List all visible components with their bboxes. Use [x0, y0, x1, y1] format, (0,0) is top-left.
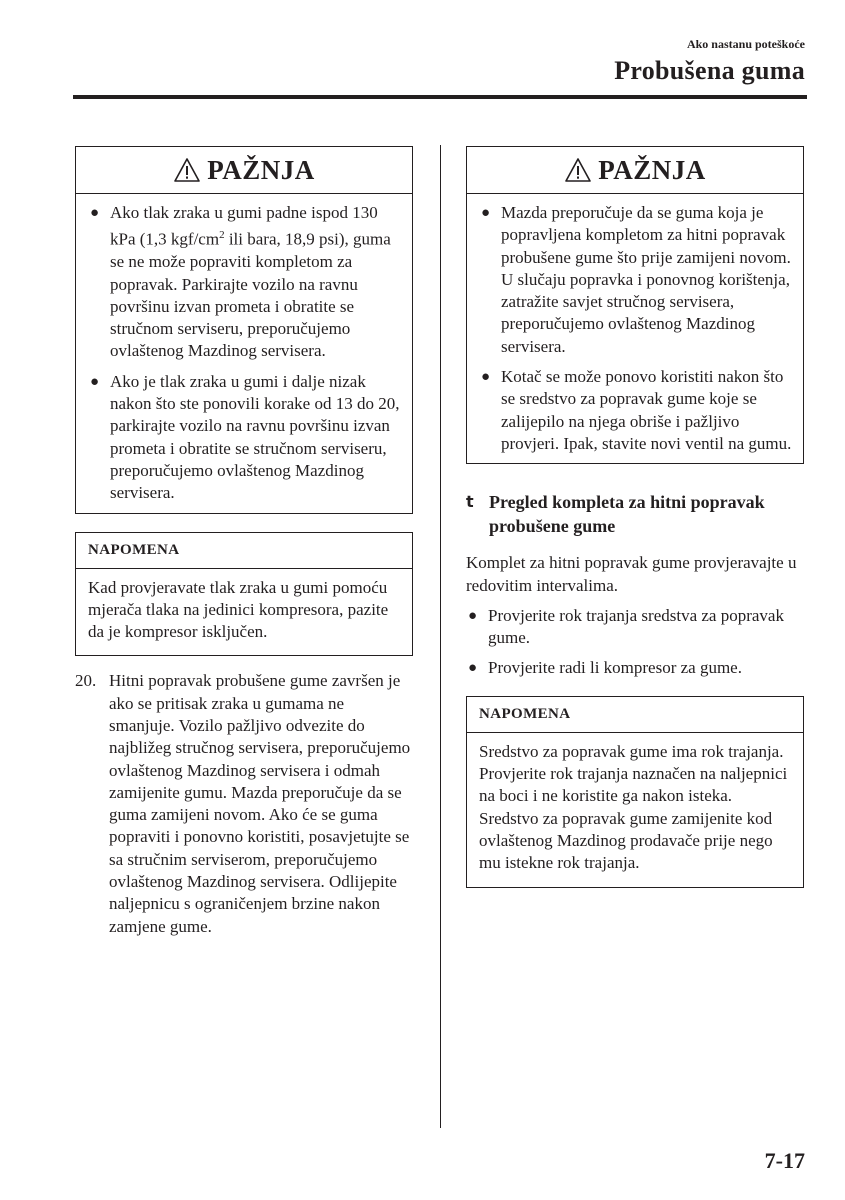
chapter-label: Ako nastanu poteškoće: [686, 37, 805, 51]
column-divider: [440, 145, 441, 1128]
bullet-text: Provjerite rok trajanja sredstva za popravak gume.: [488, 605, 784, 648]
note-box-right: [466, 696, 804, 888]
bullet-dot-icon: ●: [468, 660, 478, 677]
warning-title: PAŽNJA: [598, 154, 706, 185]
note-header: NAPOMENA: [467, 697, 803, 733]
bullet-text: Kotač se može ponovo koristiti nakon što se sredstvo za popravak gume koje se zalijepilo na njega obriše i pažljivo provjeri. Ipak, stavite novi ventil na gumu.: [501, 367, 792, 453]
bullet-dot-icon: ●: [481, 205, 491, 221]
section-bullets: [466, 605, 804, 680]
page-number: 7-17: [764, 1148, 805, 1173]
bullet-text: Ako je tlak zraka u gumi i dalje nizak nakon što ste ponovili korake od 13 do 20, parkirajte vozilo na ravnu površinu izvan prometa i obratite se stručnom serviseru, preporučujemo ovlaštenog Mazdinog servisera.: [110, 371, 400, 503]
warning-header: [76, 147, 412, 194]
warning-box-left: [75, 146, 413, 514]
list-item: [86, 371, 402, 505]
section-marker-icon: t: [466, 492, 474, 512]
bullet-text: Mazda preporučuje da se guma koja je popravljena kompletom za hitni popravak probušene gume što prije zamijeni novom. U slučaju popravka i ponovnog korištenja, zatražite savjet stručnog servisera, preporučujemo ovlaštenog Mazdinog servisera.: [501, 203, 791, 356]
list-item: [477, 202, 793, 358]
section-heading: [466, 490, 804, 538]
bullet-dot-icon: ●: [468, 607, 478, 624]
list-item: [466, 657, 804, 679]
list-item: [477, 366, 793, 455]
list-item: [86, 202, 402, 363]
warning-triangle-icon: [564, 157, 592, 183]
step-20: [75, 670, 413, 938]
superscript: 2: [219, 229, 225, 242]
bullet-text-cont: ili bara, 18,9 psi), guma se ne može popraviti kompletom za popravak. Parkirajte vozilo na ravnu površinu izvan prometa i obratite se stručnom serviseru, preporučujemo ovlaštenog Mazdinog servisera.: [110, 229, 391, 361]
note-body: Kad provjeravate tlak zraka u gumi pomoću mjerača tlaka na jedinici kompresora, pazite da je kompresor isključen.: [88, 577, 389, 642]
bullet-text: Provjerite radi li kompresor za gume.: [488, 658, 742, 678]
bullet-text: Ako tlak zraka u gumi padne ispod 130 kPa (1,3 kgf/cm: [110, 203, 378, 249]
warning-triangle-icon: [173, 157, 201, 183]
step-number: 20.: [75, 671, 97, 691]
section-intro: Komplet za hitni popravak gume provjeravajte u redovitim intervalima.: [466, 553, 797, 595]
bullet-dot-icon: ●: [481, 369, 491, 386]
note-body: Sredstvo za popravak gume ima rok trajanja. Provjerite rok trajanja naznačen na naljepnici na boci i ne koristite ga nakon isteka. Sredstvo za popravak gume zamijenite kod ovlaštenog Mazdinog prodavače prije nego mu istekne rok trajanja.: [479, 741, 788, 873]
list-item: [466, 605, 804, 650]
warning-box-right: [466, 146, 804, 464]
warning-title: PAŽNJA: [207, 154, 315, 185]
bullet-dot-icon: ●: [90, 205, 100, 221]
left-column: [75, 146, 413, 938]
page-title: Probušena guma: [614, 56, 805, 85]
warning-body: [76, 194, 412, 513]
note-box-left: [75, 532, 413, 657]
right-column: [466, 146, 804, 888]
warning-header: [467, 147, 803, 194]
bullet-dot-icon: ●: [90, 373, 100, 390]
step-text: Hitni popravak probušene gume završen je ako se pritisak zraka u gumama ne smanjuje. Vozilo pažljivo odvezite do najbližeg stručnog servisera, preporučujemo ovlaštenog Mazdinog servisera i odmah zamijenite gumu. Mazda preporučuje da se guma zamijeni novom. Ako će se guma popraviti i ponovno koristiti, posavjetujte se sa stručnim serviserom, preporučujemo ovlaštenog Mazdinog servisera. Odlijepite naljepnicu s ograničenjem brzine nakon zamjene gume.: [109, 671, 411, 936]
header-rule: [73, 95, 807, 99]
warning-body: [467, 194, 803, 463]
note-header: NAPOMENA: [76, 533, 412, 569]
section-title: Pregled kompleta za hitni popravak probušene gume: [489, 492, 765, 537]
